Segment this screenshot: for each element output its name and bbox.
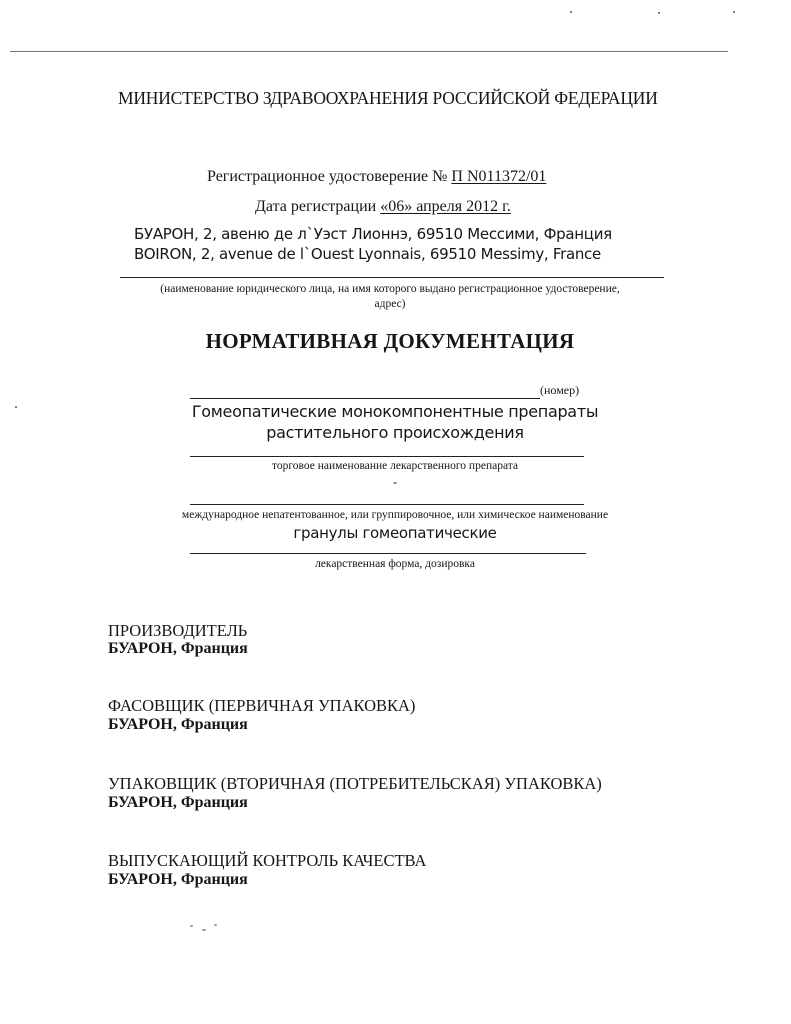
registration-certificate (207, 168, 546, 186)
scan-speck (190, 925, 193, 927)
trade-name-line2: растительного происхождения (266, 423, 524, 442)
manufacturer-heading: ПРОИЗВОДИТЕЛЬ (108, 621, 248, 640)
dosage-form-underline (190, 553, 586, 554)
scan-speck (15, 406, 17, 408)
scan-speck (202, 929, 206, 931)
quality-control-heading: ВЫПУСКАЮЩИЙ КОНТРОЛЬ КАЧЕСТВА (108, 851, 427, 870)
certificate-label: Регистрационное удостоверение № (207, 168, 452, 185)
date-value: «06» апреля 2012 г. (380, 198, 511, 215)
registration-date (255, 198, 511, 216)
holder-caption-line1: (наименование юридического лица, на имя которого выдано регистрационное удостоверение, (160, 283, 620, 295)
dosage-form-value: гранулы гомеопатические (293, 524, 497, 542)
number-caption: (номер) (540, 383, 580, 397)
trade-name-underline (190, 456, 584, 457)
packer-secondary-heading: УПАКОВЩИК (ВТОРИЧНАЯ (ПОТРЕБИТЕЛЬСКАЯ) УПАКОВКА) (108, 774, 602, 793)
holder-line-ru: БУАРОН, 2, авеню де л`Уэст Лионнэ, 69510 Мессими, Франция (134, 225, 612, 243)
packer-primary-heading: ФАСОВЩИК (ПЕРВИЧНАЯ УПАКОВКА) (108, 696, 416, 715)
scan-edge-line (10, 51, 728, 52)
manufacturer-value: БУАРОН, Франция (108, 640, 248, 657)
holder-line-en: BOIRON, 2, avenue de l`Ouest Lyonnais, 69510 Messimy, France (134, 245, 601, 263)
number-underline (190, 398, 540, 399)
holder-caption-line2: адрес) (374, 298, 406, 310)
ministry-heading: МИНИСТЕРСТВО ЗДРАВООХРАНЕНИЯ РОССИЙСКОЙ ФЕДЕРАЦИИ (118, 88, 658, 108)
trade-name-line1: Гомеопатические монокомпонентные препараты (191, 402, 599, 421)
certificate-number: П N011372/01 (451, 168, 547, 185)
document-title: НОРМАТИВНАЯ ДОКУМЕНТАЦИЯ (205, 329, 575, 353)
inn-value: - (392, 474, 398, 489)
scan-speck (214, 924, 217, 926)
packer-primary-value: БУАРОН, Франция (108, 716, 248, 733)
inn-underline (190, 504, 584, 505)
dosage-form-caption: лекарственная форма, дозировка (315, 558, 475, 570)
trade-name-caption: торговое наименование лекарственного препарата (271, 460, 519, 472)
quality-control-value: БУАРОН, Франция (108, 871, 248, 888)
date-label: Дата регистрации (255, 198, 381, 215)
inn-caption: международное непатентованное, или группировочное, или химическое наименование (181, 509, 609, 521)
scan-speck (733, 11, 735, 13)
holder-underline (120, 277, 664, 278)
scan-speck (658, 12, 660, 14)
packer-secondary-value: БУАРОН, Франция (108, 794, 248, 811)
scan-speck (570, 11, 572, 13)
